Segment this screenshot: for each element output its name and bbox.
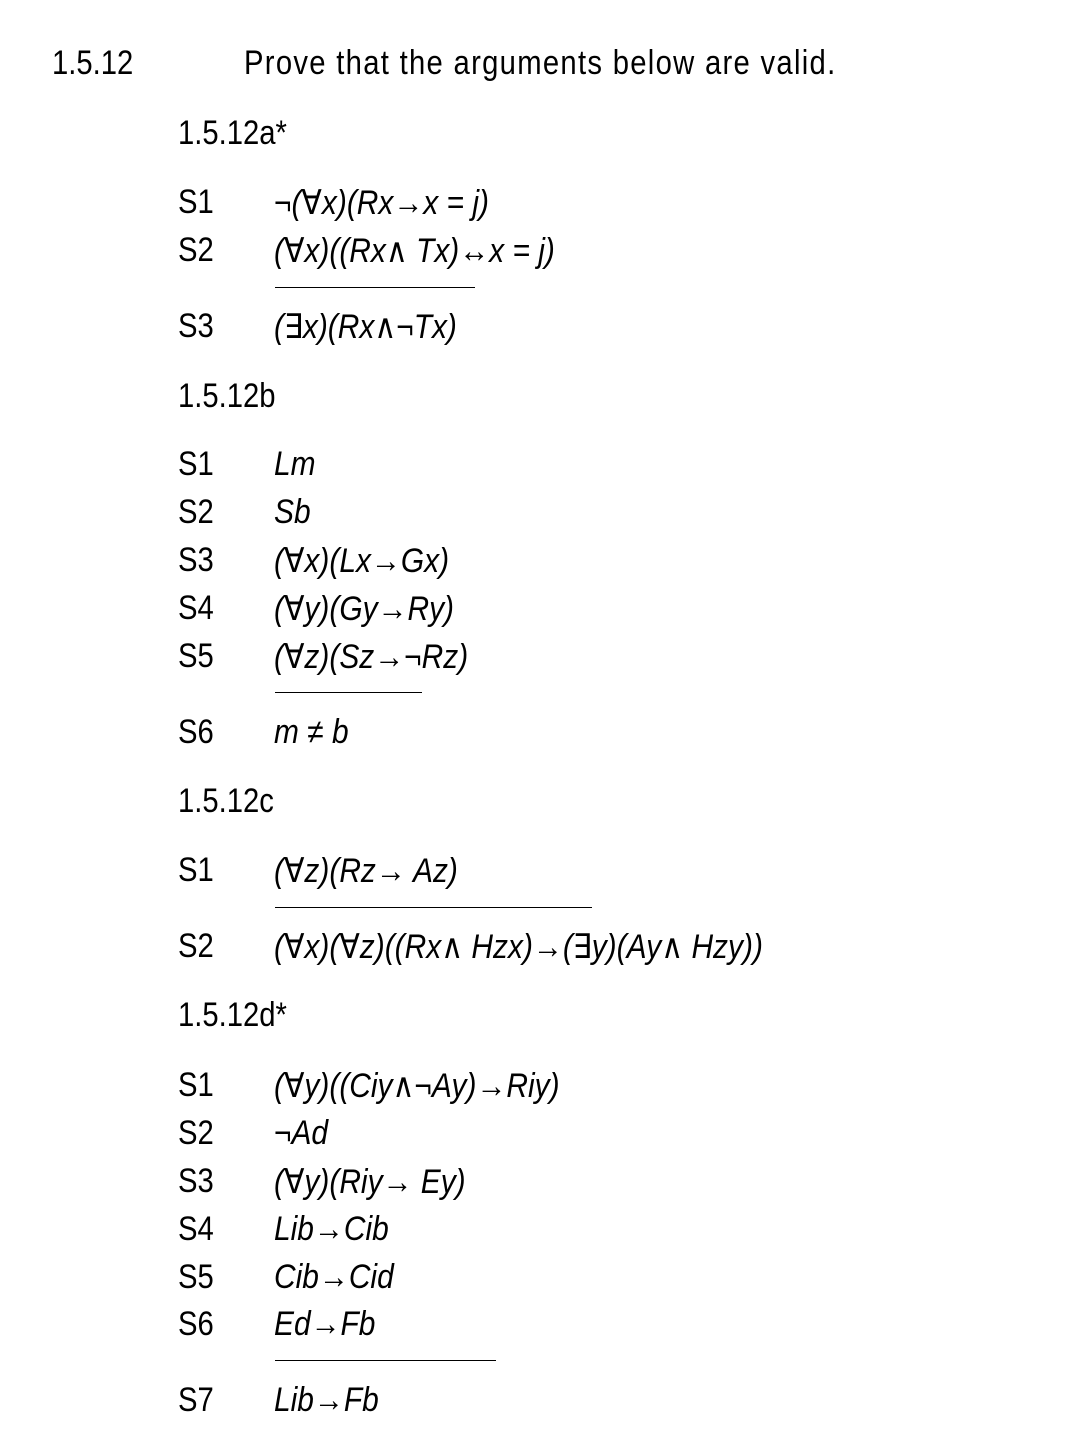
conclusion-divider (275, 287, 475, 288)
premise-label: S2 (178, 231, 214, 269)
premise-formula: (∀y)(Gy→Ry) (274, 590, 455, 628)
premise-label: S4 (178, 589, 214, 627)
conclusion-divider (275, 1360, 496, 1361)
premise-label: S3 (178, 541, 214, 579)
conclusion-formula: (∃x)(Rx∧¬Tx) (274, 308, 457, 346)
exercise-instruction: Prove that the arguments below are valid. (244, 44, 837, 82)
conclusion-label: S7 (178, 1381, 214, 1419)
premise-formula: Sb (274, 493, 311, 531)
premise-label: S3 (178, 1162, 214, 1200)
premise-formula: Ed→Fb (274, 1305, 376, 1343)
premise-formula: (∀z)(Sz→¬Rz) (274, 638, 469, 676)
problem-title-d: 1.5.12d* (178, 996, 287, 1034)
premise-formula: (∀y)((Ciy∧¬Ay)→Riy) (274, 1067, 560, 1105)
premise-label: S6 (178, 1305, 214, 1343)
premise-label: S1 (178, 445, 214, 483)
conclusion-label: S2 (178, 927, 214, 965)
premise-formula: (∀z)(Rz→ Az) (274, 852, 458, 890)
conclusion-label: S6 (178, 713, 214, 751)
problem-title-c: 1.5.12c (178, 782, 274, 820)
premise-formula: ¬Ad (274, 1114, 329, 1152)
premise-formula: ¬(∀x)(Rx→x = j) (274, 184, 489, 222)
premise-label: S1 (178, 183, 214, 221)
conclusion-formula: (∀x)(∀z)((Rx∧ Hzx)→(∃y)(Ay∧ Hzy)) (274, 928, 763, 966)
premise-formula: Lib→Cib (274, 1210, 389, 1248)
premise-formula: (∀x)((Rx∧ Tx)↔x = j) (274, 232, 555, 270)
conclusion-divider (275, 692, 422, 693)
premise-label: S1 (178, 851, 214, 889)
premise-formula: Cib→Cid (274, 1258, 394, 1296)
problem-title-b: 1.5.12b (178, 377, 276, 415)
conclusion-label: S3 (178, 307, 214, 345)
premise-formula: (∀y)(Riy→ Ey) (274, 1163, 466, 1201)
exercise-number: 1.5.12 (52, 44, 134, 82)
conclusion-formula: Lib→Fb (274, 1381, 379, 1419)
premise-label: S5 (178, 637, 214, 675)
premise-label: S4 (178, 1210, 214, 1248)
premise-label: S2 (178, 493, 214, 531)
conclusion-divider (275, 907, 592, 908)
premise-formula: Lm (274, 445, 316, 483)
conclusion-formula: m ≠ b (274, 713, 349, 751)
premise-formula: (∀x)(Lx→Gx) (274, 542, 450, 580)
problem-title-a: 1.5.12a* (178, 114, 287, 152)
premise-label: S2 (178, 1114, 214, 1152)
premise-label: S1 (178, 1066, 214, 1104)
premise-label: S5 (178, 1258, 214, 1296)
